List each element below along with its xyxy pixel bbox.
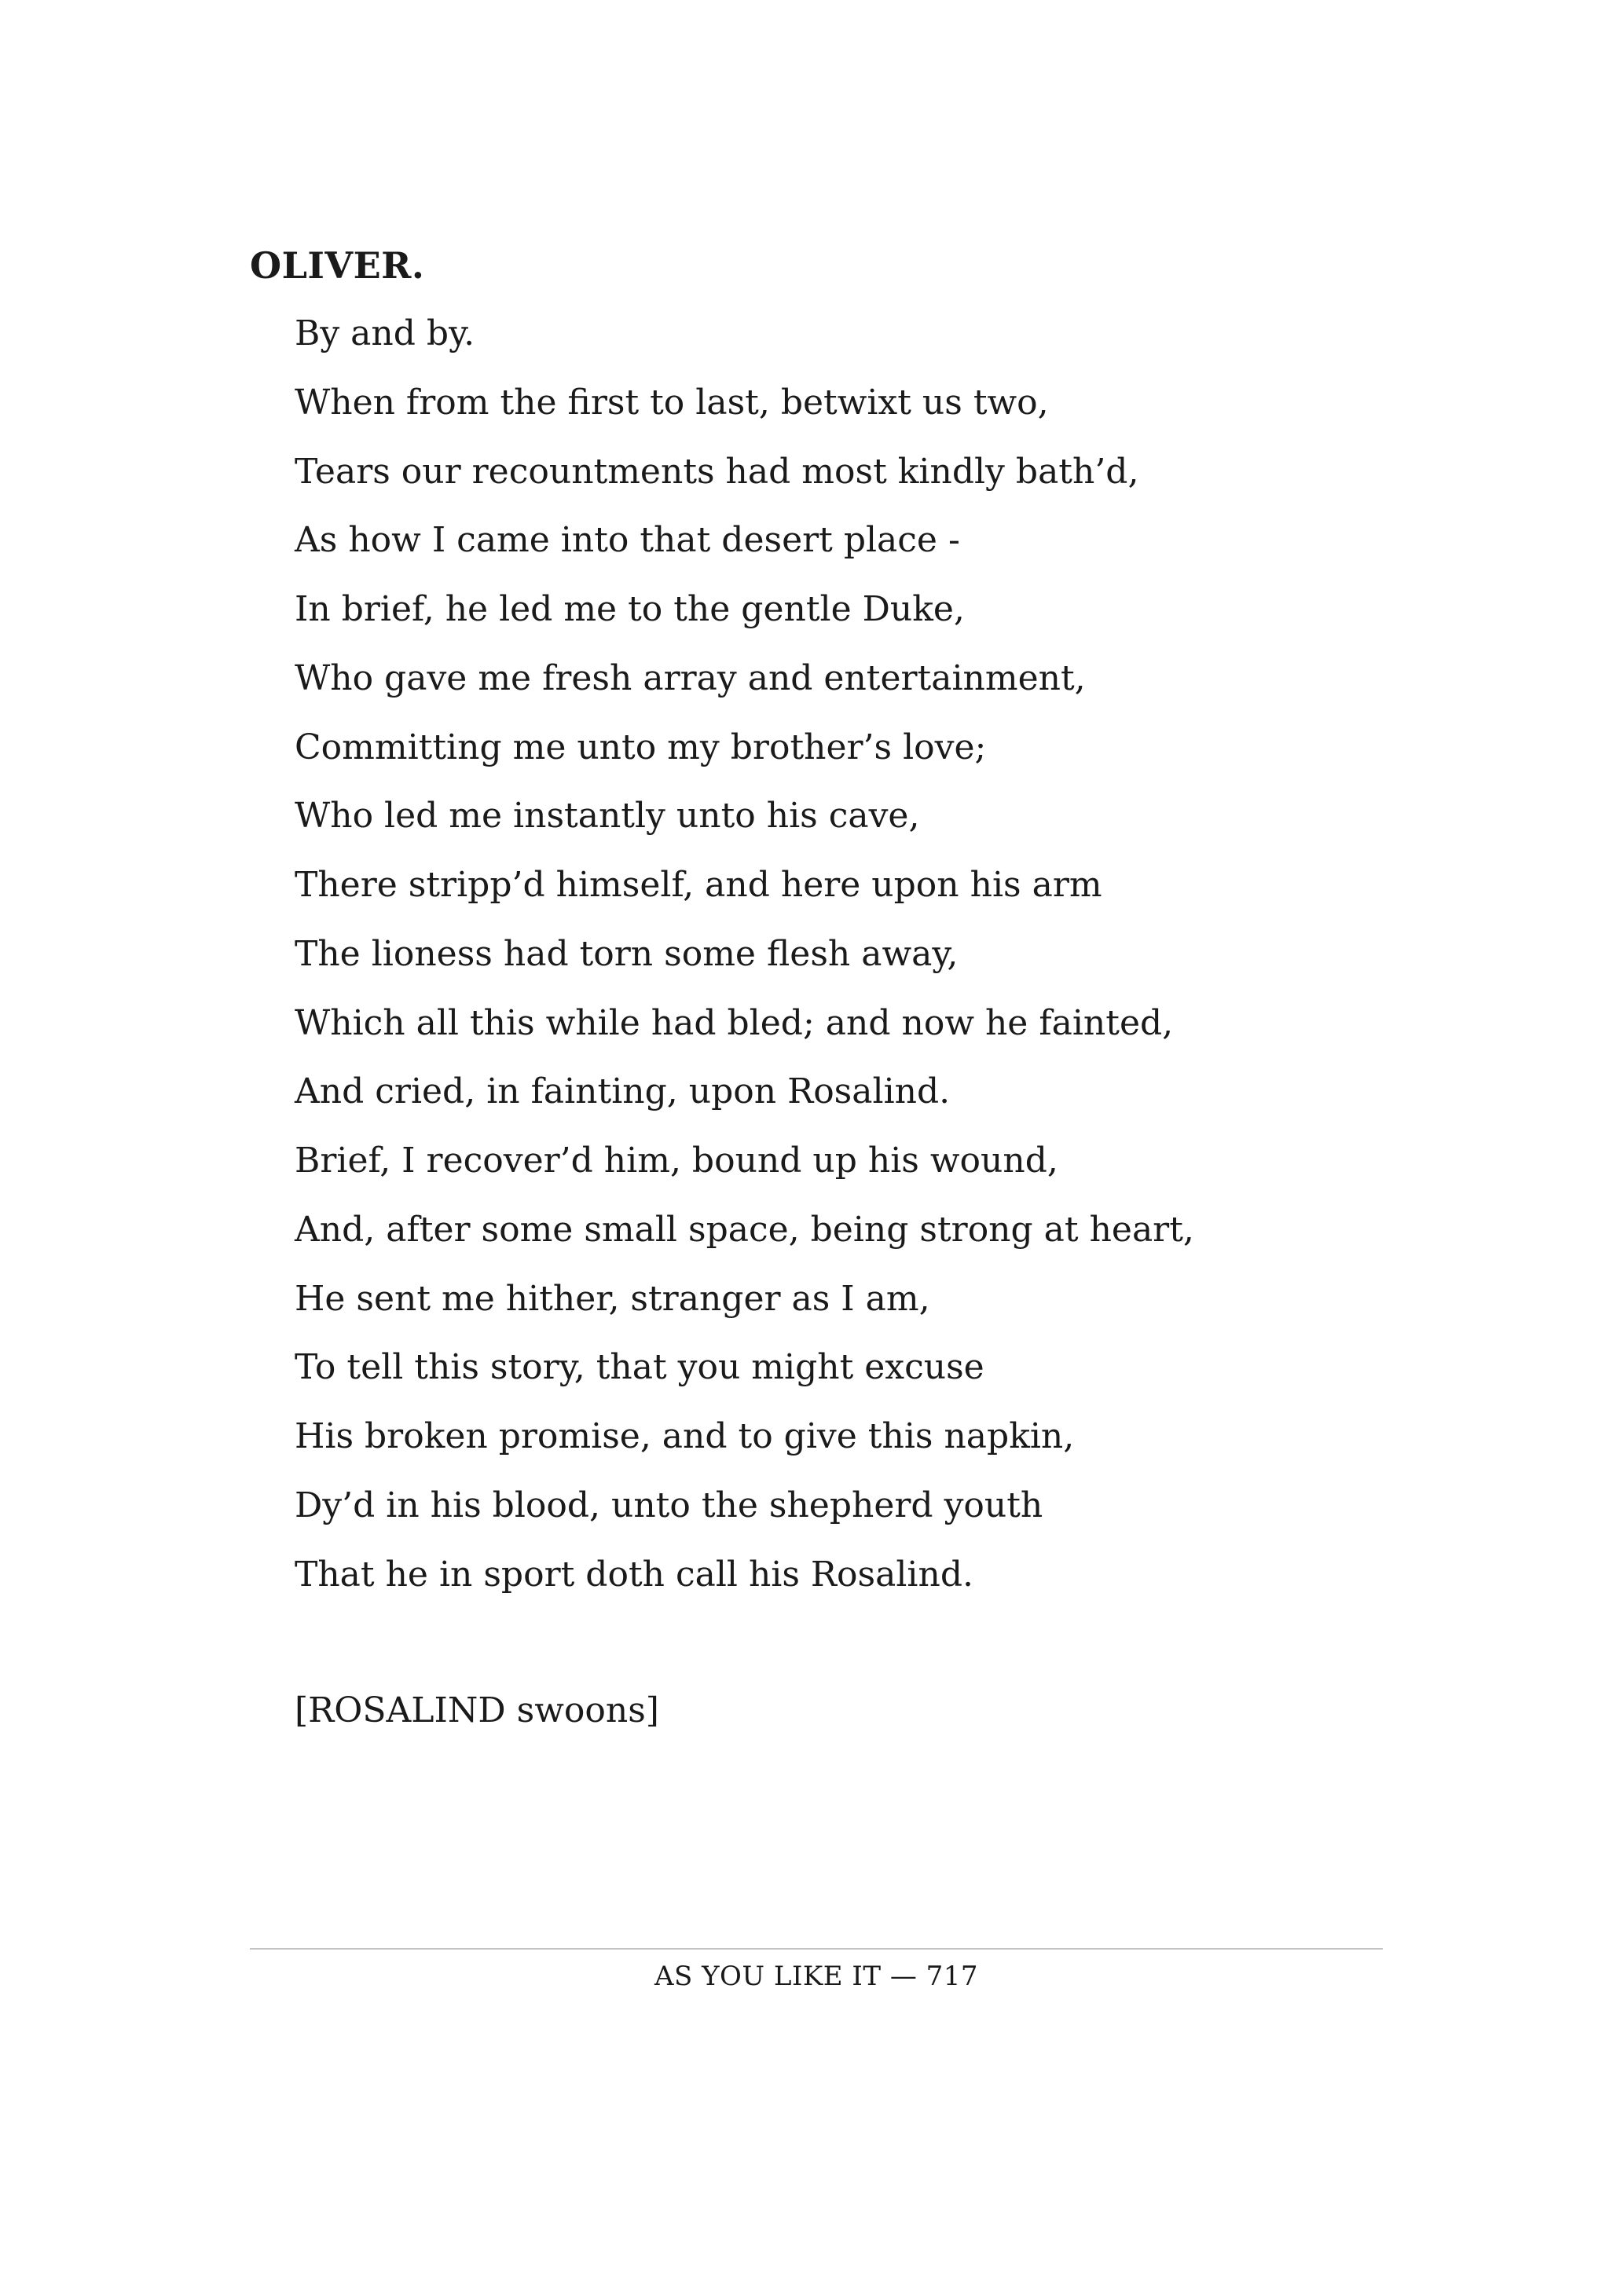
verse-line: In brief, he led me to the gentle Duke,	[295, 589, 965, 629]
verse-line: He sent me hither, stranger as I am,	[295, 1278, 930, 1319]
speaker-name: OLIVER.	[250, 244, 425, 287]
verse-line: His broken promise, and to give this napkin,	[295, 1416, 1075, 1456]
verse-line: Who gave me fresh array and entertainment,	[295, 657, 1086, 698]
verse-line: Brief, I recover’d him, bound up his wound,	[295, 1141, 1058, 1181]
verse-line: The lioness had torn some flesh away,	[295, 933, 959, 974]
verse-line: Tears our recountments had most kindly bath’d,	[295, 451, 1139, 492]
verse-line: By and by.	[295, 313, 475, 353]
verse-line: There stripp’d himself, and here upon his arm	[295, 865, 1102, 905]
verse-line: And, after some small space, being strong at heart,	[295, 1209, 1194, 1250]
verse-line: To tell this story, that you might excuse	[295, 1347, 984, 1388]
verse-line: Who led me instantly unto his cave,	[295, 796, 920, 837]
verse-line: Committing me unto my brother’s love;	[295, 727, 987, 767]
page-footer: AS YOU LIKE IT — 717	[654, 1961, 979, 1992]
verse-line: And cried, in fainting, upon Rosalind.	[295, 1071, 951, 1112]
footer-divider	[250, 1948, 1383, 1950]
verse-line: Which all this while had bled; and now he fainted,	[295, 1002, 1174, 1043]
verse-line: As how I came into that desert place -	[295, 520, 960, 561]
stage-direction: [ROSALIND swoons]	[295, 1690, 659, 1730]
verse-line: Dy’d in his blood, unto the shepherd youth	[295, 1485, 1043, 1525]
verse-line: That he in sport doth call his Rosalind.	[295, 1554, 973, 1595]
verse-line: When from the first to last, betwixt us two,	[295, 382, 1049, 423]
speech-verse	[295, 310, 1194, 1620]
